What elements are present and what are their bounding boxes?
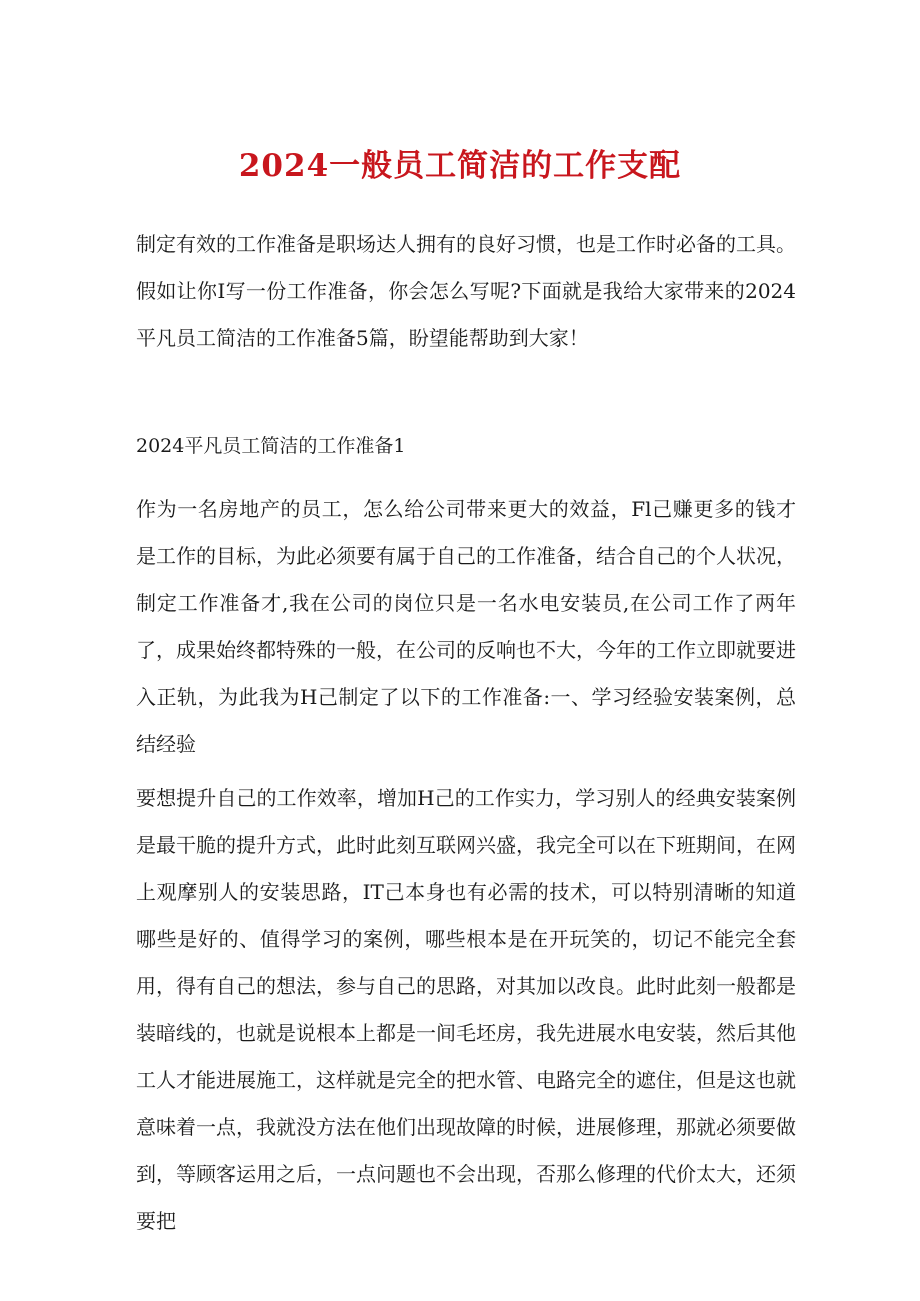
section-heading: 2024平凡员工简洁的工作准备1	[136, 435, 406, 457]
intro-paragraph: 制定有效的工作准备是职场达人拥有的良好习惯，也是工作时必备的工具。假如让你I写一份工作准备，你会怎么写呢?下面就是我给大家带来的2024平凡员工简洁的工作准备5篇，盼望能帮助到大家！	[136, 232, 796, 350]
document-title: 2024一般员工简洁的工作支配	[238, 148, 682, 184]
body-paragraph: 要想提升自己的工作效率，增加H己的工作实力，学习别人的经典安装案例是最干脆的提升方式，此时此刻互联网兴盛，我完全可以在下班期间，在网上观摩别人的安装思路，IT己本身也有必需的技术，可以特别清晰的知道哪些是好的、值得学习的案例，哪些根本是在开玩笑的，切记不能完全套用，得有自己的想法，参与自己的思路，对其加以改良。此时此刻一般都是装暗线的，也就是说根本上都是一间毛坯房，我先进展水电安装，然后其他工人才能进展施工，这样就是完全的把水管、电路完全的遮住，但是这也就意味着一点，我就没方法在他们出现故障的时候，进展修理，那就必须要做到，等顾客运用之后，一点问题也不会出现，否那么修理的代价太大，还须要把	[136, 786, 796, 1233]
body-paragraph: 作为一名房地产的员工，怎么给公司带来更大的效益，Fl己赚更多的钱才是工作的目标，为此必须要有属于自己的工作准备，结合自己的个人状况，制定工作准备才,我在公司的岗位只是一名水电安装员,在公司工作了两年了，成果始终都特殊的一般，在公司的反响也不大，今年的工作立即就要进入正轨，为此我为H己制定了以下的工作准备:一、学习经验安装案例，总结经验	[136, 497, 796, 756]
